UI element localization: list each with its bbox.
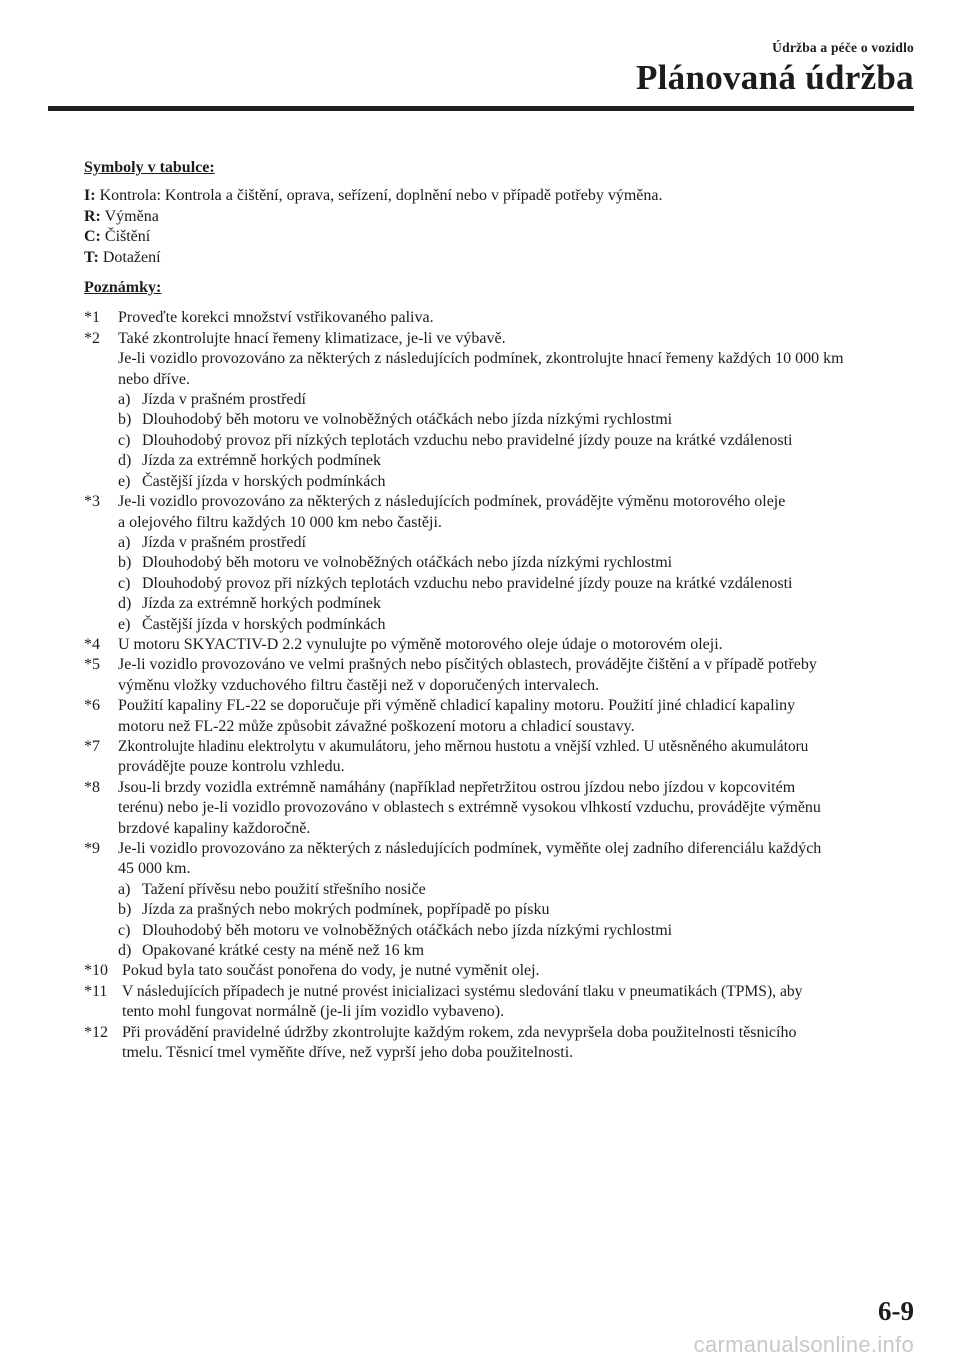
sub-text: Dlouhodobý provoz při nízkých teplotách vzduchu nebo pravidelné jízdy pouze na krátké vzdálenosti — [142, 431, 793, 449]
note-number: *11 — [84, 982, 108, 1000]
note-3-sub-c — [84, 574, 914, 594]
note-9-sub-a — [84, 880, 914, 900]
symbol-key: R: — [84, 207, 101, 225]
note-number: *12 — [84, 1023, 108, 1041]
note-4 — [84, 635, 914, 655]
note-9-sub-d — [84, 941, 914, 961]
note-text: Pokud byla tato součást ponořena do vody, je nutné vyměnit olej. — [122, 962, 540, 980]
symbols-heading: Symboly v tabulce: — [84, 159, 215, 176]
note-3-sub-e — [84, 615, 914, 635]
note-text: tmelu. Těsnicí tmel vyměňte dříve, než vyprší jeho doba použitelnosti. — [122, 1044, 574, 1062]
symbol-r — [84, 207, 914, 227]
note-text: provádějte pouze kontrolu vzhledu. — [118, 758, 345, 776]
page-content — [84, 158, 914, 1063]
note-number: *7 — [84, 737, 100, 755]
sub-letter: d) — [118, 452, 132, 470]
note-8 — [84, 778, 914, 839]
note-text: Při provádění pravidelné údržby zkontrolujte každým rokem, zda nevypršela doba použitelnosti těsnicího — [122, 1023, 797, 1041]
note-2-sub-a — [84, 390, 914, 410]
note-1 — [84, 308, 914, 328]
note-5 — [84, 655, 914, 696]
header-rule — [48, 106, 914, 111]
note-text: výměnu vložky vzduchového filtru častěji než v doporučených intervalech. — [118, 676, 600, 694]
sub-text: Dlouhodobý běh motoru ve volnoběžných otáčkách nebo jízda nízkými rychlostmi — [142, 554, 673, 572]
sub-text: Jízda za extrémně horkých podmínek — [142, 595, 382, 613]
page-title: Plánovaná údržba — [635, 58, 914, 97]
symbol-key: C: — [84, 228, 101, 246]
note-3-sub-a — [84, 533, 914, 553]
note-number: *2 — [84, 329, 100, 347]
symbol-key: T: — [84, 248, 99, 266]
header-section-label: Údržba a péče o vozidlo — [772, 40, 914, 55]
note-2-sub-d — [84, 451, 914, 471]
sub-letter: d) — [118, 942, 132, 960]
sub-letter: c) — [118, 431, 131, 449]
symbol-text: Čištění — [104, 228, 151, 246]
sub-text: Opakované krátké cesty na méně než 16 km — [142, 942, 425, 960]
note-text: brzdové kapaliny každoročně. — [118, 819, 311, 837]
sub-text: Jízda za extrémně horkých podmínek — [142, 452, 382, 470]
note-7 — [84, 737, 914, 778]
note-text: U motoru SKYACTIV-D 2.2 vynulujte po výměně motorového oleje údaje o motorovém oleji. — [118, 635, 723, 653]
symbol-text: Dotažení — [102, 248, 161, 266]
note-3 — [84, 492, 914, 533]
sub-letter: c) — [118, 574, 131, 592]
sub-text: Častější jízda v horských podmínkách — [142, 615, 386, 633]
sub-letter: a) — [118, 391, 131, 409]
sub-text: Jízda za prašných nebo mokrých podmínek, popřípadě po písku — [142, 901, 550, 919]
sub-text: Jízda v prašném prostředí — [142, 391, 306, 409]
note-9-sub-c — [84, 921, 914, 941]
symbol-text: Výměna — [104, 207, 159, 225]
note-text: Zkontrolujte hladinu elektrolytu v akumulátoru, jeho měrnou hustotu a vnější vzhled. U utěsněného akumulátoru — [118, 737, 809, 755]
note-text: 45 000 km. — [118, 860, 191, 878]
note-text: Také zkontrolujte hnací řemeny klimatizace, je-li ve výbavě. — [118, 329, 506, 347]
note-number: *8 — [84, 778, 100, 796]
sub-text: Dlouhodobý běh motoru ve volnoběžných otáčkách nebo jízda nízkými rychlostmi — [142, 411, 673, 429]
note-12 — [84, 1023, 914, 1064]
note-text: Je-li vozidlo provozováno za některých z následujících podmínek, provádějte výměnu motorového oleje — [118, 493, 786, 511]
note-text: motoru než FL-22 může způsobit závažné poškození motoru a chladicí soustavy. — [118, 717, 635, 735]
note-10 — [84, 961, 914, 981]
note-3-sub-b — [84, 553, 914, 573]
note-11 — [84, 982, 914, 1023]
note-number: *1 — [84, 309, 100, 327]
sub-text: Tažení přívěsu nebo použití střešního nosiče — [142, 880, 426, 898]
sub-text: Častější jízda v horských podmínkách — [142, 472, 386, 490]
note-number: *6 — [84, 697, 100, 715]
sub-letter: c) — [118, 921, 131, 939]
note-9 — [84, 839, 914, 880]
note-2-sub-b — [84, 410, 914, 430]
sub-letter: e) — [118, 472, 131, 490]
note-number: *9 — [84, 840, 100, 857]
note-number: *10 — [84, 962, 108, 980]
note-text: nebo dříve. — [118, 370, 190, 388]
sub-letter: b) — [118, 411, 132, 429]
note-text: Proveďte korekci množství vstřikovaného paliva. — [118, 309, 434, 327]
note-text: a olejového filtru každých 10 000 km nebo častěji. — [118, 513, 442, 531]
sub-text: Dlouhodobý běh motoru ve volnoběžných otáčkách nebo jízda nízkými rychlostmi — [142, 921, 673, 939]
sub-letter: e) — [118, 615, 131, 633]
symbol-key: I: — [84, 187, 96, 205]
sub-letter: a) — [118, 533, 131, 551]
note-text: Je-li vozidlo provozováno za některých z následujících podmínek, zkontrolujte hnací řemeny každých 10 000 km — [118, 350, 844, 368]
symbol-text: Kontrola: Kontrola a čištění, oprava, seřízení, doplnění nebo v případě potřeby výměna. — [99, 187, 663, 205]
sub-letter: d) — [118, 595, 132, 613]
note-text: Jsou-li brzdy vozidla extrémně namáhány (například nepřetržitou ostrou jízdou nebo jízdou v kopcovitém — [118, 778, 796, 796]
sub-text: Dlouhodobý provoz při nízkých teplotách vzduchu nebo pravidelné jízdy pouze na krátké vzdálenosti — [142, 574, 793, 592]
note-3-sub-d — [84, 594, 914, 614]
note-text: Je-li vozidlo provozováno za některých z následujících podmínek, vyměňte olej zadního diferenciálu každých — [118, 840, 822, 857]
watermark: carmanualsonline.info — [693, 1332, 914, 1357]
symbol-i — [84, 186, 914, 206]
symbol-t — [84, 248, 914, 268]
note-6 — [84, 696, 914, 737]
note-2 — [84, 329, 914, 390]
note-text: Použití kapaliny FL-22 se doporučuje při výměně chladicí kapaliny motoru. Použití jiné chladicí kapaliny — [118, 697, 796, 715]
sub-letter: a) — [118, 880, 131, 898]
note-number: *3 — [84, 493, 100, 511]
note-text: V následujících případech je nutné provést inicializaci systému sledování tlaku v pneumatikách (TPMS), aby — [122, 982, 803, 1000]
symbol-c — [84, 227, 914, 247]
notes-heading: Poznámky: — [84, 279, 162, 297]
note-text: tento mohl fungovat normálně (je-li jím vozidlo vybaveno). — [122, 1003, 505, 1021]
sub-letter: b) — [118, 901, 132, 919]
note-text: terénu) nebo je-li vozidlo provozováno v oblastech s extrémně vysokou vlhkostí vzduchu, provádějte výměnu — [118, 799, 821, 817]
note-2-sub-c — [84, 431, 914, 451]
page-number: 6-9 — [878, 1296, 914, 1326]
note-text: Je-li vozidlo provozováno ve velmi prašných nebo písčitých oblastech, provádějte čištění a v případě potřeby — [118, 656, 817, 674]
note-number: *4 — [84, 635, 100, 653]
note-2-sub-e — [84, 472, 914, 492]
note-number: *5 — [84, 656, 100, 674]
note-9-sub-b — [84, 900, 914, 920]
sub-text: Jízda v prašném prostředí — [142, 533, 306, 551]
sub-letter: b) — [118, 554, 132, 572]
